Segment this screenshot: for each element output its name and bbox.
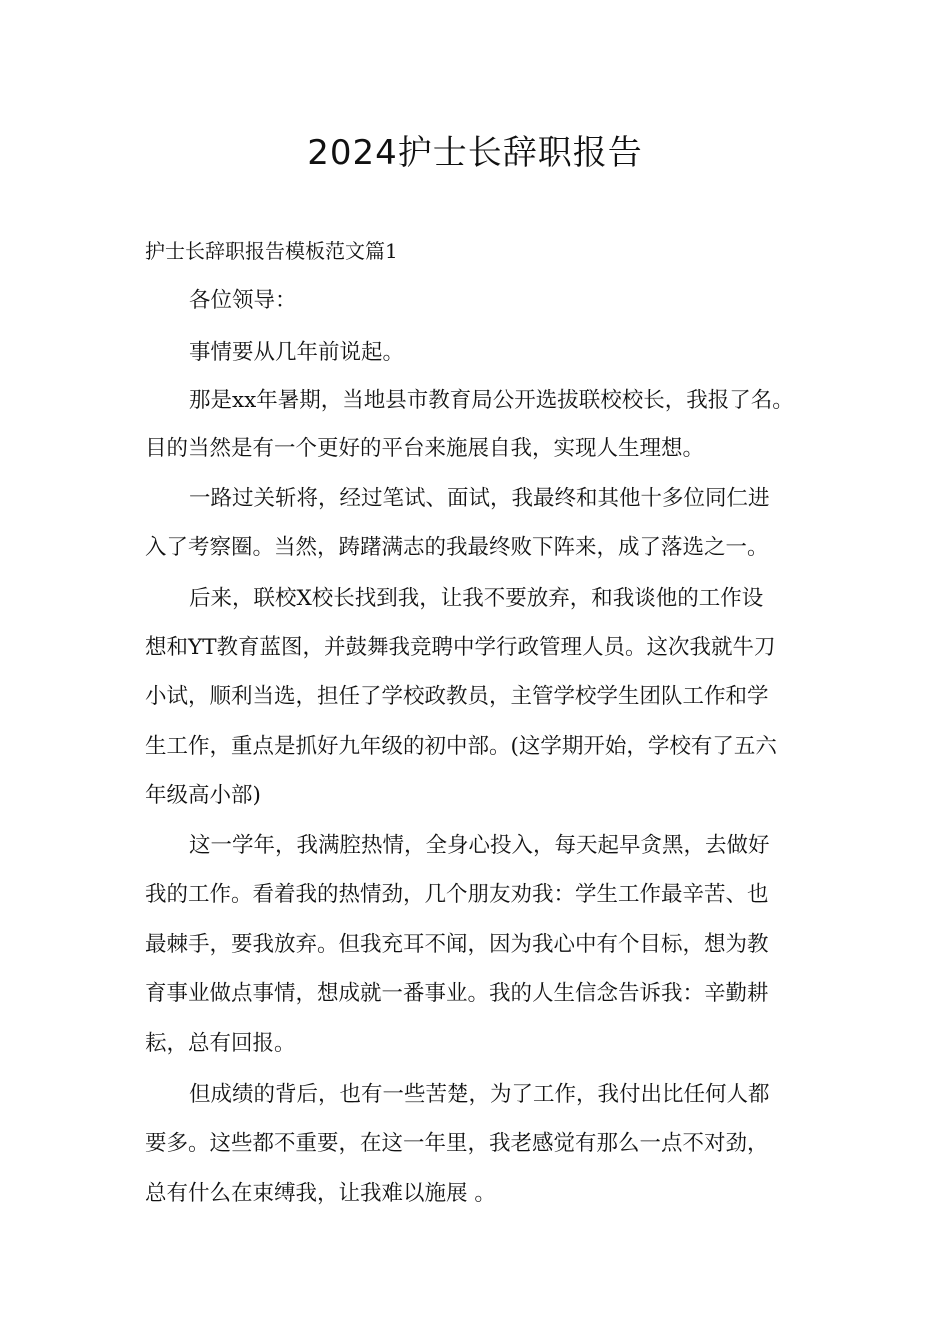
paragraph-line: 要多。这些都不重要，在这一年里，我老感觉有那么一点不对劲， [145,1131,769,1156]
paragraph-line: 最棘手，要我放弃。但我充耳不闻，因为我心中有个目标，想为教 [145,932,769,957]
paragraph-line: 这一学年，我满腔热情，全身心投入，每天起早贪黑，去做好 [189,833,770,858]
paragraph-line: 目的当然是有一个更好的平台来施展自我，实现人生理想。 [145,436,705,461]
document-title: 2024护士长辞职报告 [307,133,643,173]
paragraph-line: 小试，顺利当选，担任了学校政教员，主管学校学生团队工作和学 [145,684,769,709]
paragraph-line: 年级高小部) [145,783,261,808]
paragraph-line: 总有什么在束缚我，让我难以施展 。 [145,1181,496,1206]
paragraph-line: 入了考察圈。当然，踌躇满志的我最终败下阵来，成了落选之一。 [145,535,769,560]
paragraph-line: 那是xx年暑期，当地县市教育局公开选拔联校校长，我报了名。 [189,388,794,413]
paragraph-line: 想和YT教育蓝图，并鼓舞我竞聘中学行政管理人员。这次我就牛刀 [145,635,776,660]
paragraph-line: 后来，联校X校长找到我，让我不要放弃，和我谈他的工作设 [189,586,764,611]
salutation: 各位领导： [189,288,297,313]
paragraph-line: 但成绩的背后，也有一些苦楚，为了工作，我付出比任何人都 [189,1082,770,1107]
paragraph-line: 一路过关斩将，经过笔试、面试，我最终和其他十多位同仁进 [189,486,770,511]
section-heading: 护士长辞职报告模板范文篇1 [145,239,398,263]
paragraph-line: 生工作，重点是抓好九年级的初中部。(这学期开始，学校有了五六 [145,734,777,759]
paragraph-line: 我的工作。看着我的热情劲，几个朋友劝我：学生工作最辛苦、也 [145,882,769,907]
paragraph-line: 耘，总有回报。 [145,1031,296,1056]
paragraph-line: 育事业做点事情，想成就一番事业。我的人生信念告诉我：辛勤耕 [145,981,769,1006]
paragraph-line: 事情要从几年前说起。 [189,340,405,365]
